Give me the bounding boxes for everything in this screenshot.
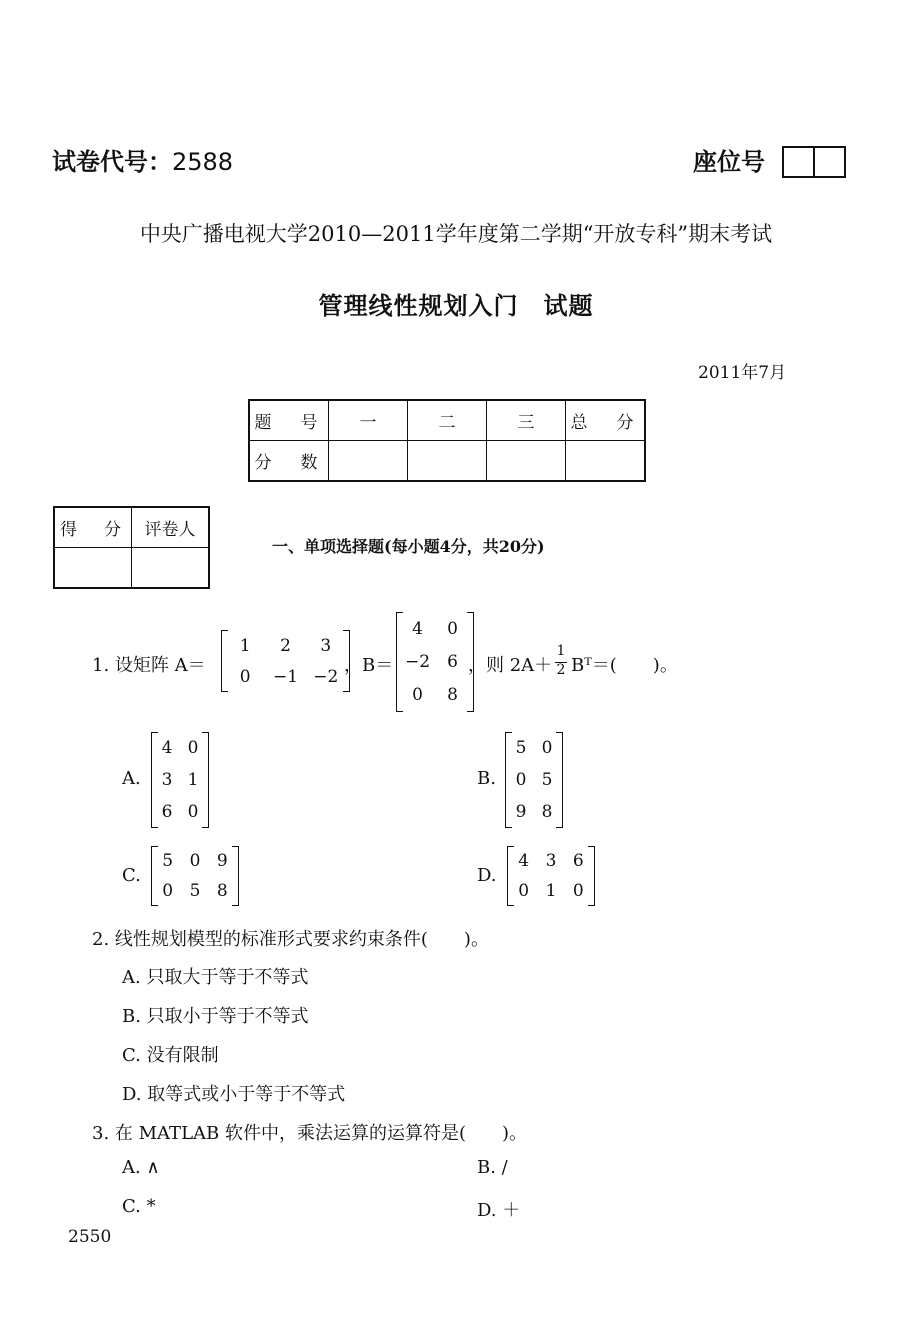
option-b-matrix-entry: 9 bbox=[515, 802, 527, 822]
exam-code bbox=[52, 142, 233, 177]
q3-option-b[interactable]: B. / bbox=[477, 1157, 508, 1178]
exam-title: 中央广播电视大学2010—2011学年度第二学期“开放专科”期末考试 bbox=[139, 222, 773, 246]
q1-suffix-b: Bᵀ＝( )。 bbox=[571, 655, 678, 676]
matrix-a-entry: −1 bbox=[272, 666, 299, 687]
q1-option-c-matrix[interactable] bbox=[151, 846, 239, 906]
q2-option-c[interactable]: C. 没有限制 bbox=[122, 1045, 219, 1066]
option-c-matrix-entry: 5 bbox=[189, 881, 201, 901]
option-c-matrix-entry: 8 bbox=[216, 881, 228, 901]
q2-option-d[interactable]: D. 取等式或小于等于不等式 bbox=[122, 1084, 346, 1105]
q1-option-d-matrix[interactable] bbox=[507, 846, 595, 906]
score-input-cell[interactable] bbox=[329, 441, 408, 482]
q2-text: 2. 线性规划模型的标准形式要求约束条件( )。 bbox=[92, 929, 489, 950]
option-a-matrix-entry: 1 bbox=[187, 770, 199, 790]
option-a-matrix-entry: 4 bbox=[161, 738, 173, 758]
option-a-matrix-entry: 0 bbox=[187, 802, 199, 822]
q1-option-b-label: B. bbox=[477, 768, 496, 789]
seat-box-2[interactable] bbox=[813, 148, 844, 176]
option-c-matrix-entry: 9 bbox=[216, 851, 228, 871]
option-d-matrix-entry: 3 bbox=[545, 851, 557, 871]
score-table bbox=[248, 399, 646, 482]
option-b-matrix-entry: 5 bbox=[541, 770, 553, 790]
q1-suffix-a: ，则 2A＋ bbox=[468, 655, 553, 676]
exam-date: 2011年7月 bbox=[698, 363, 787, 383]
matrix-b bbox=[396, 612, 474, 712]
matrix-b-entry: 0 bbox=[447, 618, 458, 639]
option-d-matrix-entry: 6 bbox=[572, 851, 584, 871]
score-cell: 二 bbox=[408, 400, 487, 441]
paper-title: 管理线性规划入门 试题 bbox=[318, 291, 594, 320]
q3-option-a[interactable]: A. ∧ bbox=[122, 1157, 160, 1178]
q1-option-c-label: C. bbox=[122, 865, 141, 886]
fraction-denominator: 2 bbox=[556, 662, 566, 678]
option-c-matrix-entry: 5 bbox=[162, 851, 174, 871]
q2-option-a[interactable]: A. 只取大于等于不等式 bbox=[122, 967, 309, 988]
q3-option-d[interactable]: D. ＋ bbox=[477, 1200, 521, 1221]
option-a-matrix-entry: 6 bbox=[161, 802, 173, 822]
matrix-a-entry: −2 bbox=[313, 666, 339, 687]
matrix-a bbox=[221, 630, 350, 692]
option-b-matrix-entry: 5 bbox=[515, 738, 527, 758]
grader-name-cell[interactable] bbox=[132, 548, 210, 589]
score-cell: 一 bbox=[329, 400, 408, 441]
option-b-matrix-entry: 8 bbox=[541, 802, 553, 822]
option-b-matrix-entry: 0 bbox=[541, 738, 553, 758]
option-c-matrix-entry: 0 bbox=[189, 851, 201, 871]
score-cell: 分 数 bbox=[249, 441, 329, 482]
score-cell: 三 bbox=[487, 400, 566, 441]
score-input-cell[interactable] bbox=[566, 441, 646, 482]
score-cell: 总 分 bbox=[566, 400, 646, 441]
grader-table bbox=[53, 506, 210, 589]
matrix-a-entry: 2 bbox=[280, 635, 291, 656]
option-b-matrix-entry: 0 bbox=[515, 770, 527, 790]
grader-score-cell[interactable] bbox=[54, 548, 132, 589]
q1-option-a-matrix[interactable] bbox=[151, 732, 209, 828]
option-d-matrix-entry: 4 bbox=[518, 851, 530, 871]
seat-number-label: 座位号 bbox=[693, 147, 765, 176]
q3-text: 3. 在 MATLAB 软件中，乘法运算的运算符是( )。 bbox=[92, 1123, 528, 1144]
matrix-b-entry: 4 bbox=[412, 618, 423, 639]
score-table-score-row bbox=[249, 441, 645, 482]
option-a-matrix-entry: 0 bbox=[187, 738, 199, 758]
score-cell: 题 号 bbox=[249, 400, 329, 441]
option-c-matrix-entry: 0 bbox=[162, 881, 174, 901]
grader-score-header: 得 分 bbox=[54, 507, 132, 548]
grader-name-header: 评卷人 bbox=[132, 507, 210, 548]
score-table-header-row bbox=[249, 400, 645, 441]
option-d-matrix-entry: 1 bbox=[545, 881, 557, 901]
q1-option-a-label: A. bbox=[122, 768, 141, 789]
matrix-a-entry: 0 bbox=[239, 666, 251, 687]
option-d-matrix-entry: 0 bbox=[518, 881, 530, 901]
q3-option-c[interactable]: C. * bbox=[122, 1196, 156, 1217]
q1-option-b-matrix[interactable] bbox=[505, 732, 563, 828]
seat-number-boxes[interactable] bbox=[782, 146, 846, 178]
q1-mid: ，B＝ bbox=[344, 655, 394, 676]
seat-box-1[interactable] bbox=[784, 148, 813, 176]
option-a-matrix-entry: 3 bbox=[161, 770, 173, 790]
score-input-cell[interactable] bbox=[487, 441, 566, 482]
matrix-a-entry: 3 bbox=[320, 635, 332, 656]
matrix-b-entry: 6 bbox=[447, 651, 458, 672]
section-heading: 一、单项选择题(每小题4分，共20分) bbox=[272, 537, 545, 556]
q1-option-d-label: D. bbox=[477, 865, 497, 886]
q2-option-b[interactable]: B. 只取小于等于不等式 bbox=[122, 1006, 309, 1027]
exam-code-number: 2588 bbox=[172, 148, 234, 176]
matrix-b-entry: 8 bbox=[447, 685, 458, 706]
score-input-cell[interactable] bbox=[408, 441, 487, 482]
matrix-a-entry: 1 bbox=[239, 635, 251, 656]
fraction-numerator: 1 bbox=[556, 643, 566, 659]
exam-code-label: 试卷代号： bbox=[52, 147, 172, 176]
page-number: 2550 bbox=[68, 1227, 112, 1247]
matrix-b-entry: 0 bbox=[412, 685, 423, 706]
q1-prefix: 1. 设矩阵 A＝ bbox=[92, 655, 206, 676]
matrix-b-entry: −2 bbox=[404, 651, 431, 672]
option-d-matrix-entry: 0 bbox=[572, 881, 584, 901]
